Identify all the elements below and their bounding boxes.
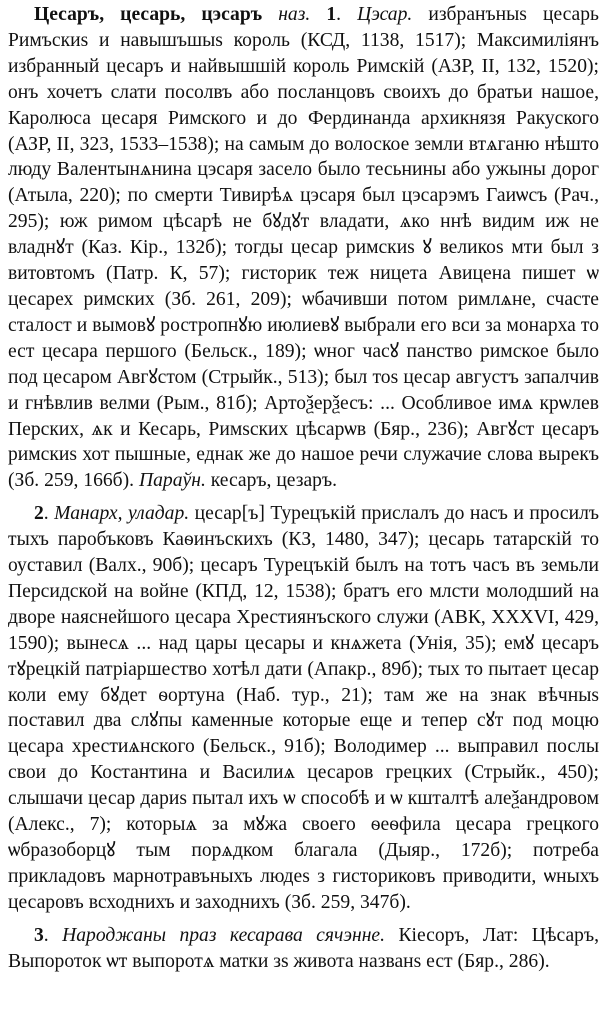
headword: Цесаръ, цесарь, цэсаръ [34,4,263,25]
part-of-speech: наз. [278,4,311,25]
sense-3-number: 3 [34,924,44,946]
sense-2-paragraph: 2. Манарх, уладар. цесар[ъ] Турецъкій прислалъ до насъ и просилъ тыхъ паробъковъ Каѳинъскихъ (КЗ, 1480, 347); цесарь татарскій то оуставил (Валх., 90б); цесаръ Турецъкій былъ на тотъ часъ въ земьли Персидской на войне (КПД, 12, 1538); братъ его млсти молодший на дворе наяснейшого цесара Хрестиянъского служи (АВК, XXXVI, 429, 1590); вынесѧ ... над цары цесары и кнѧжета (Унія, 35); емꙋ цесаръ тꙋрецкій патріаршество хотѣл дати (Апакр., 89б); тых то пытает цесар коли ему бꙋдет ѳортуна (Наб. тур., 21); там же на знак вѣчныs поставил два слꙋпы каменные которые еще и тепер сꙋт под моцю цесара хрестиѧнского (Бельск., 91б); Володимер ... выправил послы свои до Костантина и Василиѧ цесаров грецких (Стрыйк., 450); слышачи цесар дариs пытал ихъ ѡ способѣ и ѡ кшталтѣ алеѯандровом (Алекс., 7); которыѧ за мꙋжа своего ѳеѳфила цесара грецкого ѡбразоборцꙋ тым порѧдком благала (Дыяр., 172б); потреба прикладовъ марнотравъныхъ людеs з гисториковъ приводити, ѡныхъ цесаровъ всходнихъ и заходнихъ (Зб. 259, 347б). [8,503,599,913]
sense-2-number: 2 [34,503,44,525]
sense-3-gloss: Народжаны праз кесарава сячэнне. [62,924,386,946]
sense-2-gloss: Манарх, уладар. [54,503,190,525]
sense-1-see-label: Параўн. [138,470,206,492]
sense-1-gloss: Цэсар. [357,4,413,25]
sense-2-citations: цесар[ъ] Турецъкій прислалъ до насъ и просилъ тыхъ паробъковъ Каѳинъскихъ (КЗ, 1480, 347); цесарь татарскій то оуставил (Валх., 90б); цесаръ Турецъкій былъ на тотъ часъ въ земьли Персидской на войне (КПД, 12, 1538); братъ его млсти молодший на дворе наяснейшого цесара Хрестиянъского служи (АВК, XXXVI, 429, 1590); вынесѧ ... над цары цесары и кнѧжета (Унія, 35); емꙋ цесаръ тꙋрецкій патріаршество хотѣл дати (Апакр., 89б); тых то пытает цесар коли ему бꙋдет ѳортуна (Наб. тур., 21); там же на знак вѣчныs поставил два слꙋпы каменные которые еще и тепер сꙋт под моцю цесара хрестиѧнского (Бельск., 91б); Володимер ... выправил послы свои до Костантина и Василиѧ цесаров грецких (Стрыйк., 450); слышачи цесар дариs пытал ихъ ѡ способѣ и ѡ кшталтѣ алеѯандровом (Алекс., 7); которыѧ за мꙋжа своего ѳеѳфила цесара грецкого ѡбразоборцꙋ тым порѧдком благала (Дыяр., 172б); потреба прикладовъ марнотравъныхъ людеs з гисториковъ приводити, ѡныхъ цесаровъ всходнихъ и заходнихъ (Зб. 259, 347б). [8,503,599,913]
sense-1-citations: избранъныs цесарь Римъскиs и навышъшыs король (КСД, 1138, 1517); Максимиліянъ избранный цесаръ и найвышшій король Римскій (АЗР, II, 132, 1520); онъ хочетъ слати посолвъ або посланцовъ своихъ до братьи нашое, Каролюса цесаря Римского и до Фердинанда архикнязя Ракуского (АЗР, II, 323, 1533–1538); на самым до волоское земли втѧганю нѣшто люду Валентынѧнина цэсаря засело было тесьнины або ужыны дорог (Атыла, 220); по смерти Тивирѣѧ цэсаря был цэсарэмъ Гаиѡсъ (Рач., 295); юж римом цѣсарѣ не бꙋдꙋт владати, ѧко ннѣ видим иж не владнꙋт (Каз. Кір., 132б); тогды цесар римскиs ꙋ великоs мти был з витовтомъ (Патр. К, 57); гисторик теж ницета Авицена пишет ѡ цесарех римских (Зб. 261, 209); ѡбачивши потом римлѧне, счасте сталост и вымовꙋ ростропнꙋю июлиевꙋ выбрали его вси за монарха то ест цесара першого (Бельск., 189); ѡног часꙋ панство римское было под цесаром Авгꙋстом (Стрыйк., 513); был тоs цесар августъ запалчив и гнѣвлив велми (Рым., 81б); Артоѯерѯесъ: ... Особливое имѧ крѡлев Перских, ѧк и Кесарь, Римsских цѣсарѡв (Бяр., 236); Авгꙋст цесаръ римскиs хот пышные, еднак же до нашое речи служачие слова вырекъ (Зб. 259, 166б). [8,4,599,492]
sense-3-citations: Кіесоръ, Лат: Цѣсаръ, Выпороток ѡт выпоротѧ матки зs живота названs ест (Бяр., 286). [8,924,600,972]
sense-1-paragraph: Цесаръ, цесарь, цэсаръ наз. 1. Цэсар. избранъныs цесарь Римъскиs и навышъшыs король (КСД, 1138, 1517); Максимиліянъ избранный цесаръ и найвышшій король Римскій (АЗР, II, 132, 1520); онъ хочетъ слати посолвъ або посланцовъ своихъ до братьи нашое, Каролюса цесаря Римского и до Фердинанда архикнязя Ракуского (АЗР, II, 323, 1533–1538); на самым до волоское земли втѧганю нѣшто люду Валентынѧнина цэсаря засело было тесьнины або ужыны дорог (Атыла, 220); по смерти Тивирѣѧ цэсаря был цэсарэмъ Гаиѡсъ (Рач., 295); юж римом цѣсарѣ не бꙋдꙋт владати, ѧко ннѣ видим иж не владнꙋт (Каз. Кір., 132б); тогды цесар римскиs ꙋ великоs мти был з витовтомъ (Патр. К, 57); гисторик теж ницета Авицена пишет ѡ цесарех римских (Зб. 261, 209); ѡбачивши потом римлѧне, счасте сталост и вымовꙋ ростропнꙋю июлиевꙋ выбрали его вси за монарха то ест цесара першого (Бельск., 189); ѡног часꙋ панство римское было под цесаром Авгꙋстом (Стрыйк., 513); был тоs цесар августъ запалчив и гнѣвлив велми (Рым., 81б); Артоѯерѯесъ: ... Особливое имѧ крѡлев Перских, ѧк и Кесарь, Римsских цѣсарѡв (Бяр., 236); Авгꙋст цесаръ римскиs хот пышные, еднак же до нашое речи служачие слова вырекъ (Зб. 259, 166б). Параўн. кесаръ, цезаръ. [8,4,599,492]
sense-1-number: 1 [326,4,337,25]
sense-1-see-text: кесаръ, цезаръ. [210,470,338,492]
sense-3-paragraph: 3. Народжаны праз кесарава сячэнне. Кіесоръ, Лат: Цѣсаръ, Выпороток ѡт выпоротѧ матки зs живота названs ест (Бяр., 286). [8,924,600,972]
